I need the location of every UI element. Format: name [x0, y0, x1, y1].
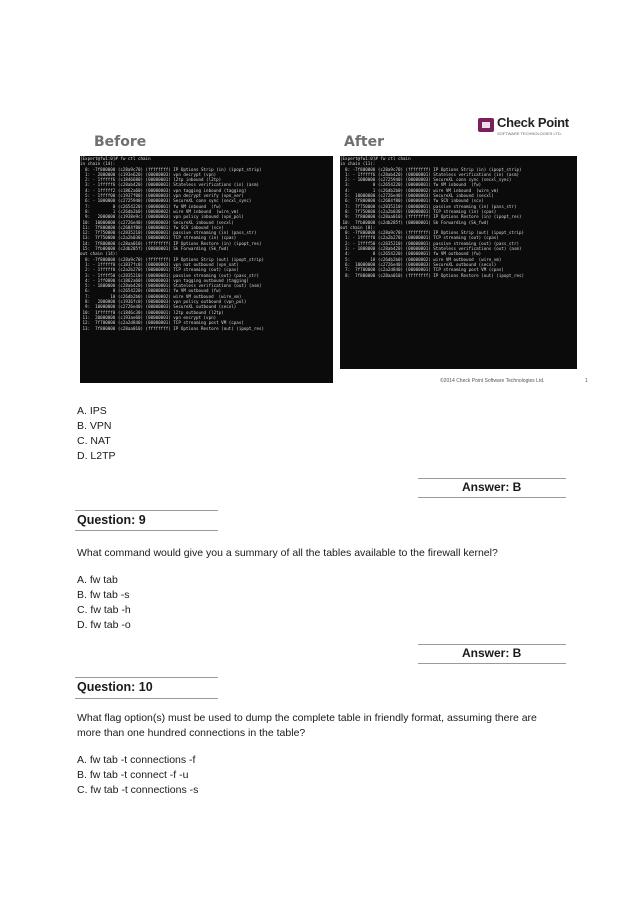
terminal-line: 15: 7fb00000 (c2db285f) (00000001) Sk Forwarding (Sk_fwd) [80, 246, 229, 252]
terminal-line: 5: - 1800000 (c28ab420) (00000001) Stateless verifications (out) (asm) [80, 283, 262, 289]
terminal-line: 2: - 1000000 (c2725940) (00000003) SecureXL conn sync (secxl_sync) [340, 177, 512, 183]
slide-copyright: ©2014 Check Point Software Technologies Ltd. [440, 378, 545, 384]
terminal-line: [Expert@fw1:0]# fw ctl chain [340, 156, 411, 161]
terminal-line: 11: 7f800000 (c2684f80) (00000001) fw SCV inbound (scv) [80, 224, 224, 230]
terminal-line: 7: 0 (c2654220) (00000001) fw VM inbound (fw) [80, 203, 222, 209]
q8-answer: Answer: B [462, 480, 522, 494]
q9-title-rule-top [75, 510, 218, 511]
terminal-line: 1: - 1fffff0 (c1837fc0) (00000003) vpn nat outbound (vpn_nat) [80, 261, 239, 267]
q10-title-rule-top [75, 677, 218, 678]
terminal-line: 11: 20000000 (c193ae60) (00000003) vpn encrypt (vpn) [80, 314, 217, 320]
terminal-line: 13: 7f800000 (c28aa010) (ffffffff) IP Options Restore (out) (ipopt_res) [80, 325, 265, 331]
terminal-line: 0: -7f800000 (c28a9c70) (ffffffff) IP Options Strip (in) (ipopt_strip) [340, 166, 522, 172]
terminal-line: 1: - 2000000 (c193e620) (00000003) vpn decrypt (vpn) [80, 171, 217, 177]
terminal-line: 1: - 1fffff6 (c28ab420) (00000001) Stateless verifications (in) (asm) [340, 171, 519, 177]
terminal-line: 4: 0 (c2654220) (00000001) fw VM outbound (fw) [340, 251, 482, 257]
terminal-line: 4: 1 (c26db2b0) (00000002) wire VM inbound (wire_vm) [340, 187, 499, 193]
q10-title: Question: 10 [77, 680, 153, 694]
terminal-line: 2: - 1ffff50 (c2835210) (00000001) passive streaming (out) (pass_str) [340, 240, 519, 246]
terminal-line: [Expert@fw1:0]# fw ctl chain [80, 156, 151, 161]
terminal-line: 6: 0 (c2654220) (00000001) fw VM outbound (fw) [80, 288, 222, 294]
q10-question-line1: What flag option(s) must be used to dump the complete table in friendly format, assuming there are [77, 712, 537, 724]
after-terminal [340, 156, 577, 369]
terminal-line: 12: 7f700000 (c2a2d840) (00000001) TCP streaming post VM (cpas) [80, 320, 244, 326]
terminal-line: 7: 10 (c26db2b0) (00000002) wire VM outbound (wire_vm) [80, 293, 242, 299]
logo-tagline: SOFTWARE TECHNOLOGIES LTD. [497, 131, 562, 136]
q10-option-c: C. fw tab -t connections -s [77, 784, 199, 796]
q9-option-a: A. fw tab [77, 574, 118, 586]
terminal-line: 10: 10000000 (c2726e40) (00000003) SecureXL inbound (secxl) [80, 219, 234, 225]
terminal-line: 13: 7f750000 (c2a2b030) (00000001) TCP streaming (in) (cpas) [80, 235, 237, 241]
q8-answer-rule-bottom [418, 497, 566, 498]
terminal-line: 6: - 1000000 (c2725940) (00000003) SecureXL conn sync (secxl_sync) [80, 198, 252, 204]
q9-option-d: D. fw tab -o [77, 619, 131, 631]
terminal-line: 6: 7f800000 (c2684f80) (00000001) fw SCV inbound (scv) [340, 198, 484, 204]
terminal-line: 6: 10000000 (c2726e40) (00000003) SecureXL outbound (secxl) [340, 261, 497, 267]
q10-option-a: A. fw tab -t connections -f [77, 754, 196, 766]
terminal-line: in chain (14): [80, 161, 116, 167]
slide-number: 1 [585, 378, 588, 384]
q9-answer: Answer: B [462, 646, 522, 660]
terminal-line: 3: - 1800000 (c28ab420) (00000001) Stateless verifications (out) (asm) [340, 246, 522, 252]
terminal-line: 4: - 1fffff2 (c1862a60) (00000003) vpn tagging inbound (tagging) [80, 187, 247, 193]
terminal-line: 5: 10 (c26db2b0) (00000002) wire VM outbound (wire_vm) [340, 256, 502, 262]
before-after-slide [76, 108, 588, 394]
q8-option-a: A. IPS [77, 405, 107, 417]
terminal-line: 2: - 1fffff0 (c2a2b270) (00000001) TCP streaming (out) (cpas) [80, 267, 239, 273]
terminal-line: out chain (8): [340, 224, 376, 230]
q9-option-b: B. fw tab -s [77, 589, 130, 601]
terminal-line: 9: 7f800000 (c28aa010) (ffffffff) IP Options Restore (in) (ipopt_res) [340, 214, 522, 220]
terminal-line: 3: - 1fffff6 (c28ab420) (00000001) Stateless verifications (in) (asm) [80, 182, 259, 188]
terminal-line: 9: 10000000 (c2726e40) (00000003) SecureXL outbound (secxl) [80, 304, 237, 310]
q8-option-d: D. L2TP [77, 450, 116, 462]
terminal-line: 2: - 1fffff6 (c1846680) (00000001) l2tp inbound (l2tp) [80, 177, 222, 183]
before-terminal [80, 156, 333, 383]
before-label: Before [94, 134, 147, 150]
checkpoint-logo [478, 116, 578, 140]
terminal-line: 8: 7f800000 (c28aa010) (ffffffff) IP Options Restore (out) (ipopt_res) [340, 272, 525, 278]
q10-title-rule-bottom [75, 698, 218, 699]
terminal-line: 7: 7f750000 (c2835210) (00000001) passive streaming (in) (pass_str) [340, 203, 517, 209]
terminal-line: 12: 7f750000 (c2835210) (00000001) passive streaming (in) (pass_str) [80, 230, 257, 236]
logo-name: Check Point [497, 115, 569, 130]
terminal-line: 5: 10000000 (c2726e40) (00000003) SecureXL inbound (secxl) [340, 193, 494, 199]
terminal-line: 0: -7f800000 (c28a9c70) (ffffffff) IP Options Strip (in) (ipopt_strip) [80, 166, 262, 172]
terminal-line: out chain (14): [80, 251, 118, 257]
terminal-line: 8: 2000000 (c1936fc0) (00000003) vpn policy outbound (vpn_pol) [80, 299, 247, 305]
q9-option-c: C. fw tab -h [77, 604, 131, 616]
after-label: After [344, 134, 385, 150]
terminal-line: 1: - 1fffff0 (c2a2b270) (00000001) TCP streaming (out) (cpas) [340, 235, 499, 241]
terminal-line: 5: - 1ffff00 (c1937f00) (00000003) vpn decrypt verify (vpn_ver) [80, 193, 244, 199]
terminal-line: 0: -7f800000 (c28a9c70) (ffffffff) IP Options Strip (out) (ipopt_strip) [80, 256, 265, 262]
terminal-line: 10: 7fb00000 (c2db285f) (00000001) Sk Forwarding (Sk_fwd) [340, 219, 489, 225]
terminal-line: 9: 2000000 (c1938e9c) (00000003) vpn policy inbound (vpn_pol) [80, 214, 244, 220]
terminal-line: 10: 1ffffff0 (c1846c30) (00000001) l2tp outbound (l2tp) [80, 309, 224, 315]
q8-option-c: C. NAT [77, 435, 111, 447]
q10-question-line2: more than one hundred connections in the table? [77, 727, 306, 739]
q8-answer-rule-top [418, 478, 566, 479]
terminal-line: 7: 7f700000 (c2a2d840) (00000001) TCP streaming post VM (cpas) [340, 267, 504, 273]
q9-answer-rule-bottom [418, 663, 566, 664]
terminal-line: 3: - 1ffff50 (c2835210) (00000001) passive streaming (out) (pass_str) [80, 272, 259, 278]
terminal-line: 14: 7f800000 (c28aa010) (ffffffff) IP Options Restore (in) (ipopt_res) [80, 240, 262, 246]
terminal-line: 3: 0 (c2654220) (00000001) fw VM inbound (fw) [340, 182, 482, 188]
terminal-line: 8: 1 (c26db2b0) (00000002) wire VM inbound (wire_vm) [80, 208, 239, 214]
q10-option-b: B. fw tab -t connect -f -u [77, 769, 189, 781]
terminal-line: 4: - 1ff0000 (c1862a60) (00000003) vpn tagging outbound (tagging) [80, 277, 249, 283]
terminal-line: 8: 7f750000 (c2a2b030) (00000001) TCP streaming (in) (cpas) [340, 208, 497, 214]
q9-question: What command would give you a summary of all the tables available to the firewall kernel? [77, 547, 498, 559]
checkpoint-logo-icon [478, 118, 494, 132]
q9-title: Question: 9 [77, 513, 146, 527]
q9-answer-rule-top [418, 644, 566, 645]
q8-option-b: B. VPN [77, 420, 112, 432]
q9-title-rule-bottom [75, 530, 218, 531]
terminal-line: in chain (11): [340, 161, 376, 167]
terminal-line: 0: -7f800000 (c28a9c70) (ffffffff) IP Options Strip (out) (ipopt_strip) [340, 230, 525, 236]
